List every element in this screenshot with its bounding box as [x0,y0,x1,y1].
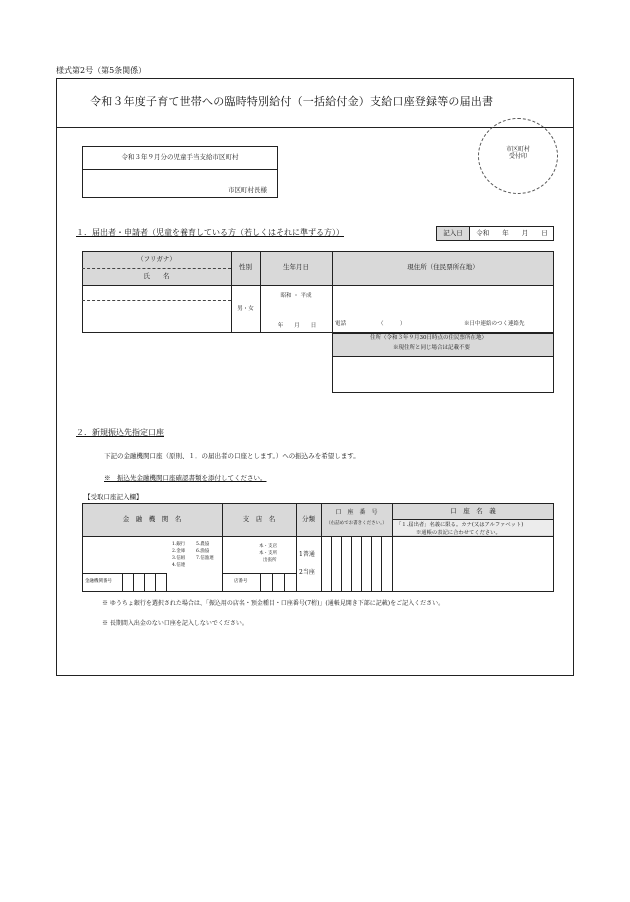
address-header: 現住所（住民票所在地） [407,263,479,272]
furigana-header: （フリガナ） [137,255,176,264]
sex-options[interactable]: 男・女 [237,305,254,312]
bank-type-4[interactable]: 4.信連 [172,563,186,568]
type-header: 分類 [302,514,315,523]
bank-name-input[interactable] [83,537,167,571]
account-type-1[interactable]: 1普通 [299,551,315,558]
holder-note-2: ※通帳の表記に合わせてください。 [416,530,501,536]
name-header: 氏 名 [143,271,170,280]
sex-header: 性別 [239,263,252,272]
account-number-header: 口 座 番 号 [335,508,378,516]
branch-type-1[interactable]: 本・支店 [259,544,277,549]
holder-note-1: 「１.届出者」名義に限る。カナ(又はアルファベット) [396,522,524,528]
phone-note: ※日中連絡のつく連絡先 [464,321,525,327]
branch-code-label: 店番号 [234,579,248,584]
account-entry-label: 【受取口座記入欄】 [84,493,143,501]
municipality-header: 令和３年９月分の児童手当支給市区町村 [121,152,239,161]
bank-type-1[interactable]: 1.銀行 [172,542,186,547]
section2-description: 下記の金融機関口座（原則、１．の届出者の口座とします。）への振込みを希望します。 [104,452,360,460]
bank-type-5[interactable]: 5.農協 [196,542,210,547]
phone-label: 電話 [335,321,347,327]
municipality-input[interactable] [84,171,224,196]
prev-address-label: 住所（令和３年９月30日時点の住民票所在地） [370,335,488,341]
stamp-label: 市区町村 受付印 [505,146,530,160]
account-holder-input[interactable] [393,537,553,591]
address-input[interactable] [333,286,553,316]
bank-name-header: 金 融 機 関 名 [122,514,182,523]
bank-code-label: 金融機関番号 [85,579,112,584]
note-dormant: ※ 長期間入出金のない口座を記入しないでください。 [102,620,248,627]
bank-type-7[interactable]: 7.信漁連 [196,556,214,561]
form-title: 令和３年度子育て世帯への臨時特別給付（一括給付金）支給口座登録等の届出書 [90,95,494,108]
bank-type-6[interactable]: 6.漁協 [196,549,210,554]
branch-code-input[interactable] [261,574,295,591]
entry-date-value[interactable]: 令和 年 月 日 [476,228,548,237]
dob-ymd[interactable]: 年 月 日 [277,322,317,329]
municipality-divider [82,169,278,170]
entry-date-label: 記入日 [437,227,470,240]
account-number-note: （右詰めでお書きください。） [326,521,387,527]
prev-address-input[interactable] [333,357,553,392]
branch-type-3[interactable]: 出張所 [263,558,277,563]
name-input[interactable] [83,301,230,332]
prev-address-note: ※現住所と同じ場合は記載不要 [393,345,471,351]
dob-era[interactable]: 昭和 ・ 平成 [280,292,312,299]
branch-name-input[interactable] [223,537,253,571]
account-number-input[interactable] [322,537,391,591]
bank-type-3[interactable]: 3.信組 [172,556,186,561]
furigana-input[interactable] [83,286,230,299]
holder-header: 口 座 名 義 [450,506,496,515]
attach-notice: ※ 振込先金融機関口座確認書類を添付してください。 [104,474,267,482]
dob-header: 生年月日 [283,263,309,272]
branch-name-header: 支 店 名 [242,514,276,523]
section2-heading: ２．新規振込先指定口座 [76,428,164,437]
section1-heading: １．届出者・申請者（児童を養育している方（若しくはそれに準ずる方）） [76,228,344,237]
account-type-2[interactable]: 2当座 [299,569,315,576]
bank-type-2[interactable]: 2.金庫 [172,549,186,554]
addressee-label: 市区町村長様 [228,186,267,194]
branch-type-2[interactable]: 本・支所 [259,551,277,556]
bank-code-input[interactable] [123,574,166,591]
phone-paren[interactable]: （ ） [378,321,406,327]
form-number: 様式第2号（第5条関係） [56,66,147,75]
note-yucho: ※ ゆうちょ銀行を選択された場合は、「振込用の店名・預金種目・口座番号(7桁)」(通帳見開き下部に記載)をご記入ください。 [102,600,445,607]
bank-code-sep-4 [166,573,167,592]
